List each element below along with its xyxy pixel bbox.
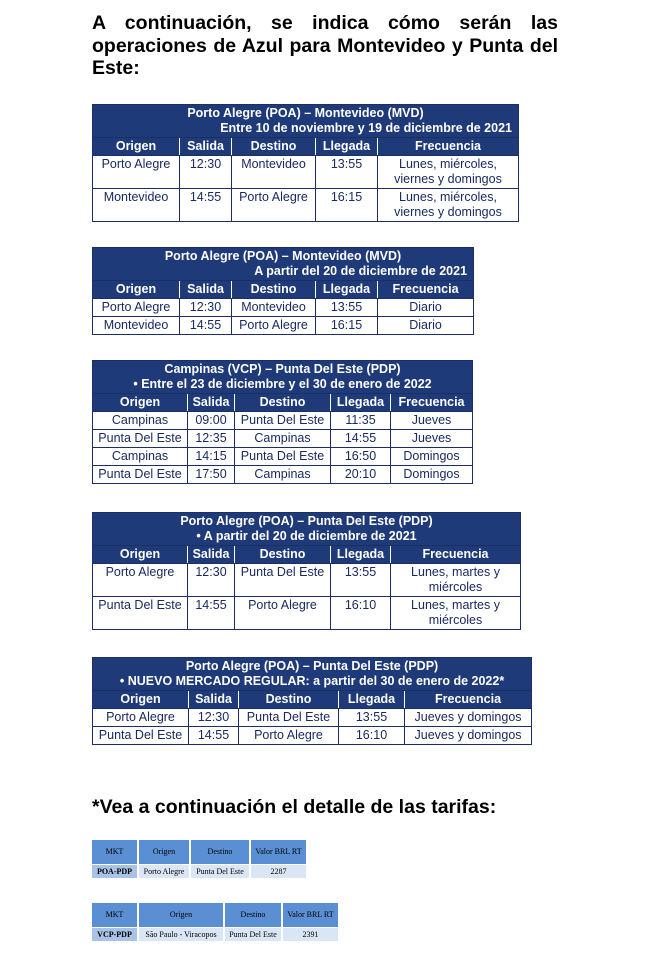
table-title: Porto Alegre (POA) – Montevideo (MVD) Entre 10 de noviembre y 19 de diciembre de 2021	[93, 105, 519, 138]
table-cell: 13:55	[331, 564, 391, 597]
fare-cell: POA-PDP	[92, 864, 138, 878]
header-row	[93, 691, 532, 709]
col-origen: Origen	[93, 138, 180, 156]
table-row	[93, 448, 473, 466]
col-salida: Salida	[188, 394, 235, 412]
table-row	[93, 466, 473, 484]
table-row	[93, 597, 521, 630]
table-cell: Porto Alegre	[93, 709, 189, 727]
table-cell: Lunes, martes y miércoles	[391, 597, 521, 630]
table-cell: 13:55	[339, 709, 405, 727]
table-row	[93, 709, 532, 727]
table-cell: Porto Alegre	[235, 597, 331, 630]
table-cell: Montevideo	[232, 156, 316, 189]
header-row	[93, 394, 473, 412]
col-frecuencia: Frecuencia	[391, 546, 521, 564]
fare-cell: VCP-PDP	[92, 927, 138, 941]
col-llegada: Llegada	[316, 281, 378, 299]
col-salida: Salida	[180, 281, 232, 299]
schedule-table-vcp-pdp	[92, 360, 473, 484]
table-cell: Domingos	[391, 466, 473, 484]
table-cell: 12:30	[180, 299, 232, 317]
table-cell: 11:35	[331, 412, 391, 430]
table-cell: Porto Alegre	[93, 156, 180, 189]
table-cell: 12:30	[180, 156, 232, 189]
table-title: Porto Alegre (POA) – Montevideo (MVD) A partir del 20 de diciembre de 2021	[93, 248, 474, 281]
col-origen: Origen	[93, 394, 188, 412]
fare-cell: Punta Del Este	[224, 927, 282, 941]
table-cell: Lunes, miércoles, viernes y domingos	[378, 189, 519, 222]
table-cell: Porto Alegre	[93, 564, 188, 597]
fare-col-mkt: MKT	[92, 840, 138, 864]
table-row	[93, 564, 521, 597]
table-row	[93, 727, 532, 745]
fare-col-destino: Destino	[224, 903, 282, 927]
col-origen: Origen	[93, 281, 180, 299]
table-cell: 12:30	[189, 709, 239, 727]
table-cell: Jueves	[391, 412, 473, 430]
col-frecuencia: Frecuencia	[378, 138, 519, 156]
col-salida: Salida	[180, 138, 232, 156]
table-cell: Campinas	[93, 412, 188, 430]
fare-cell: Porto Alegre	[138, 864, 190, 878]
col-destino: Destino	[232, 138, 316, 156]
table-cell: Punta Del Este	[93, 466, 188, 484]
table-cell: 14:55	[180, 189, 232, 222]
table-row	[93, 299, 474, 317]
fare-table-vcp-pdp	[92, 903, 338, 941]
fare-cell: São Paulo - Viracopos	[138, 927, 224, 941]
table-cell: 16:10	[339, 727, 405, 745]
table-cell: 14:55	[180, 317, 232, 335]
table-cell: 14:15	[188, 448, 235, 466]
schedule-table-poa-mvd-nov	[92, 104, 519, 222]
fare-col-valor: Valor BRL RT	[282, 903, 338, 927]
table-cell: Punta Del Este	[239, 709, 339, 727]
table-title: Campinas (VCP) – Punta Del Este (PDP) • Entre el 23 de diciembre y el 30 de enero de 2022	[93, 361, 473, 394]
col-salida: Salida	[188, 546, 235, 564]
table-title: Porto Alegre (POA) – Punta Del Este (PDP) • NUEVO MERCADO REGULAR: a partir del 30 de enero de 2022*	[93, 658, 532, 691]
table-cell: Punta Del Este	[235, 448, 331, 466]
fare-col-mkt: MKT	[92, 903, 138, 927]
header-row	[93, 546, 521, 564]
fare-header-row	[92, 840, 306, 864]
table-row	[93, 156, 519, 189]
fare-header-row	[92, 903, 338, 927]
table-cell: Porto Alegre	[232, 189, 316, 222]
table-cell: Diario	[378, 317, 474, 335]
col-origen: Origen	[93, 691, 189, 709]
table-cell: Punta Del Este	[235, 564, 331, 597]
col-origen: Origen	[93, 546, 188, 564]
table-cell: 16:15	[316, 317, 378, 335]
fare-col-destino: Destino	[190, 840, 250, 864]
fare-cell: 2391	[282, 927, 338, 941]
table-cell: Punta Del Este	[93, 727, 189, 745]
table-cell: Punta Del Este	[93, 597, 188, 630]
table-cell: 20:10	[331, 466, 391, 484]
col-frecuencia: Frecuencia	[378, 281, 474, 299]
header-row	[93, 138, 519, 156]
col-destino: Destino	[235, 546, 331, 564]
col-llegada: Llegada	[316, 138, 378, 156]
table-cell: Lunes, martes y miércoles	[391, 564, 521, 597]
fare-col-origen: Origen	[138, 840, 190, 864]
fare-cell: 2287	[250, 864, 306, 878]
col-destino: Destino	[239, 691, 339, 709]
table-cell: 14:55	[189, 727, 239, 745]
table-cell: 14:55	[331, 430, 391, 448]
col-destino: Destino	[235, 394, 331, 412]
col-frecuencia: Frecuencia	[405, 691, 532, 709]
table-row	[93, 317, 474, 335]
table-cell: Montevideo	[93, 317, 180, 335]
col-destino: Destino	[232, 281, 316, 299]
fare-col-valor: Valor BRL RT	[250, 840, 306, 864]
table-cell: Diario	[378, 299, 474, 317]
table-cell: Jueves y domingos	[405, 727, 532, 745]
table-cell: Jueves	[391, 430, 473, 448]
table-row	[93, 412, 473, 430]
col-salida: Salida	[189, 691, 239, 709]
col-llegada: Llegada	[331, 394, 391, 412]
table-cell: 14:55	[188, 597, 235, 630]
table-cell: Porto Alegre	[93, 299, 180, 317]
table-cell: 13:55	[316, 299, 378, 317]
table-cell: 13:55	[316, 156, 378, 189]
table-cell: 17:50	[188, 466, 235, 484]
fare-row	[92, 927, 338, 941]
fare-row	[92, 864, 306, 878]
table-row	[93, 189, 519, 222]
fare-cell: Punta Del Este	[190, 864, 250, 878]
table-row	[93, 430, 473, 448]
schedule-table-poa-pdp-jan	[92, 657, 532, 745]
table-cell: 16:15	[316, 189, 378, 222]
table-cell: Punta Del Este	[93, 430, 188, 448]
table-cell: 16:50	[331, 448, 391, 466]
col-llegada: Llegada	[331, 546, 391, 564]
table-cell: Jueves y domingos	[405, 709, 532, 727]
table-cell: Campinas	[235, 430, 331, 448]
table-cell: Porto Alegre	[232, 317, 316, 335]
table-cell: 12:30	[188, 564, 235, 597]
header-row	[93, 281, 474, 299]
table-cell: 12:35	[188, 430, 235, 448]
tarifas-title: *Vea a continuación el detalle de las tarifas:	[92, 796, 497, 818]
table-cell: Lunes, miércoles, viernes y domingos	[378, 156, 519, 189]
table-cell: 09:00	[188, 412, 235, 430]
table-cell: Montevideo	[232, 299, 316, 317]
fare-col-origen: Origen	[138, 903, 224, 927]
table-cell: Montevideo	[93, 189, 180, 222]
fare-table-poa-pdp	[92, 840, 306, 878]
schedule-table-poa-mvd-dec	[92, 247, 474, 335]
table-cell: Punta Del Este	[235, 412, 331, 430]
table-cell: Campinas	[93, 448, 188, 466]
table-cell: Porto Alegre	[239, 727, 339, 745]
page-heading: A continuación, se indica cómo serán las operaciones de Azul para Montevideo y Punta del Este:	[92, 12, 558, 79]
table-title: Porto Alegre (POA) – Punta Del Este (PDP) • A partir del 20 de diciembre de 2021	[93, 513, 521, 546]
table-cell: Domingos	[391, 448, 473, 466]
table-cell: Campinas	[235, 466, 331, 484]
col-llegada: Llegada	[339, 691, 405, 709]
table-cell: 16:10	[331, 597, 391, 630]
schedule-table-poa-pdp-dec	[92, 512, 521, 630]
col-frecuencia: Frecuencia	[391, 394, 473, 412]
